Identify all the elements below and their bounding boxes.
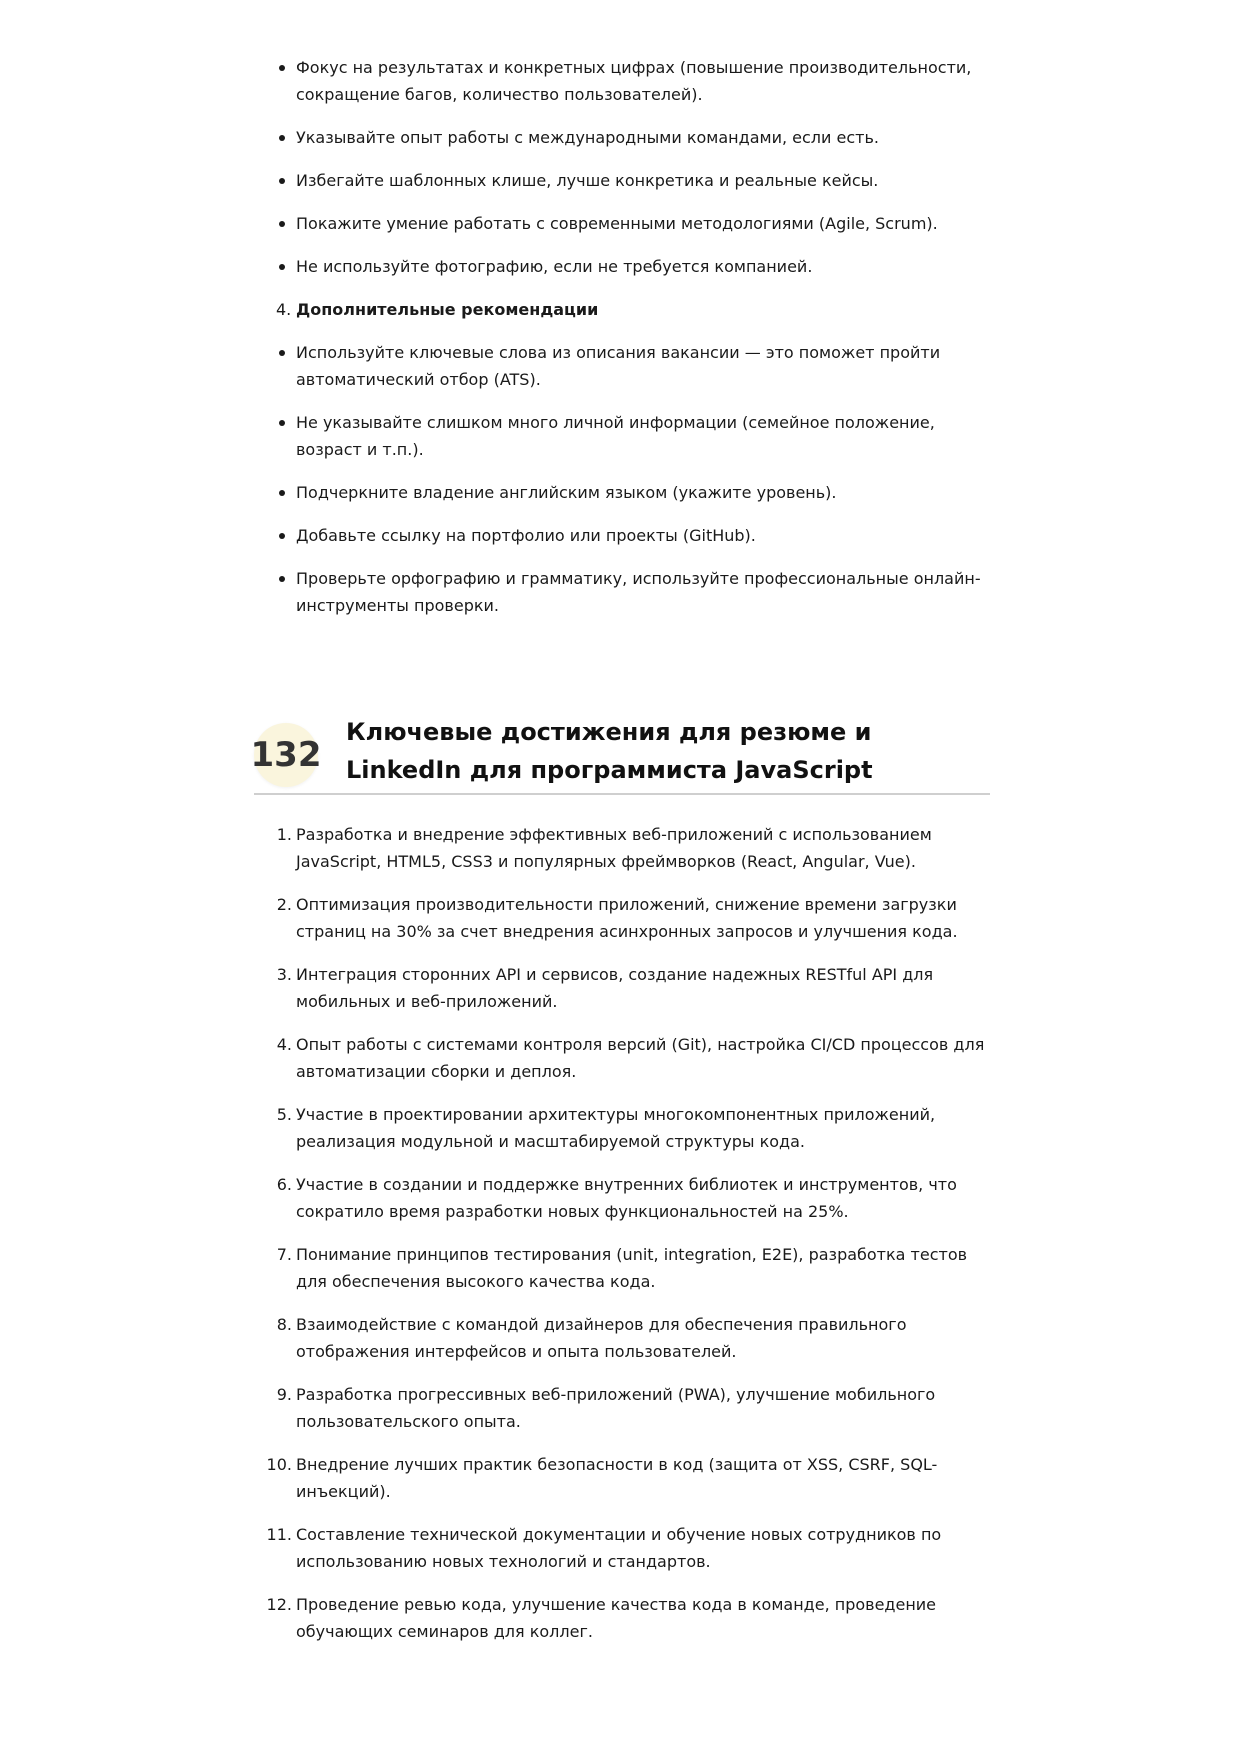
list-item: Не используйте фотографию, если не требуется компанией. [254,253,990,280]
list-item: Проверьте орфографию и грамматику, используйте профессиональные онлайн-инструменты проверки. [254,565,990,619]
list-item [254,1171,990,1225]
section-number-badge: 132 [254,723,318,787]
item-text: Разработка и внедрение эффективных веб-приложений с использованием JavaScript, HTML5, CSS3 и популярных фреймворков (React, Angular, Vue). [296,825,932,871]
list-item [254,961,990,1015]
item-number: 2. [276,895,292,914]
list-item: Фокус на результатах и конкретных цифрах (повышение производительности, сокращение багов, количество пользователей). [254,54,990,108]
list-item [254,1101,990,1155]
section-achievements [250,713,990,1645]
item-number: 8. [276,1315,292,1334]
item-text: Разработка прогрессивных веб-приложений (PWA), улучшение мобильного пользовательского опыта. [296,1385,936,1431]
item-text: Интеграция сторонних API и сервисов, создание надежных RESTful API для мобильных и веб-приложений. [296,965,934,1011]
item-text: Участие в создании и поддержке внутренних библиотек и инструментов, что сократило время разработки новых функциональностей на 25%. [296,1175,957,1221]
list-item [254,891,990,945]
list-item [254,1521,990,1575]
list-item [254,1591,990,1645]
list-item [254,821,990,875]
item-text: Составление технической документации и обучение новых сотрудников по использованию новых технологий и стандартов. [296,1525,942,1571]
list-item: Покажите умение работать с современными методологиями (Agile, Scrum). [254,210,990,237]
item-number: 7. [276,1245,292,1264]
achievements-list [254,821,990,1645]
item-text: Опыт работы с системами контроля версий (Git), настройка CI/CD процессов для автоматизации сборки и деплоя. [296,1035,985,1081]
list-item [254,1381,990,1435]
list-item: Избегайте шаблонных клише, лучше конкретика и реальные кейсы. [254,167,990,194]
item-text: Внедрение лучших практик безопасности в код (защита от XSS, CSRF, SQL-инъекций). [296,1455,938,1501]
list-item: Указывайте опыт работы с международными командами, если есть. [254,124,990,151]
list-item [254,1311,990,1365]
list-item: Подчеркните владение английским языком (укажите уровень). [254,479,990,506]
item-text: Взаимодействие с командой дизайнеров для обеспечения правильного отображения интерфейсов и опыта пользователей. [296,1315,907,1361]
list-item [254,1241,990,1295]
item-number: 5. [276,1105,292,1124]
item-number: 4. [276,1035,292,1054]
item-text: Понимание принципов тестирования (unit, integration, E2E), разработка тестов для обеспечения высокого качества кода. [296,1245,968,1291]
subsection-heading [254,296,990,323]
subsection-title: Дополнительные рекомендации [296,300,599,319]
section-title: Ключевые достижения для резюме и LinkedIn для программиста JavaScript [346,718,873,784]
list-item: Добавьте ссылку на портфолио или проекты (GitHub). [254,522,990,549]
item-number: 9. [276,1385,292,1404]
list-item: Используйте ключевые слова из описания вакансии — это поможет пройти автоматический отбор (ATS). [254,339,990,393]
item-number: 3. [276,965,292,984]
list-item [254,1451,990,1505]
subsection-number: 4. [276,300,292,319]
item-number: 1. [276,825,292,844]
list-item: Не указывайте слишком много личной информации (семейное положение, возраст и т.п.). [254,409,990,463]
section-heading [250,713,990,795]
document-content [250,54,990,1661]
item-number: 11. [266,1525,292,1544]
tips-list-2 [254,339,990,619]
item-text: Участие в проектировании архитектуры многокомпонентных приложений, реализация модульной и масштабируемой структуры кода. [296,1105,936,1151]
item-text: Проведение ревью кода, улучшение качества кода в команде, проведение обучающих семинаров для коллег. [296,1595,937,1641]
item-number: 12. [266,1595,292,1614]
item-number: 6. [276,1175,292,1194]
list-item [254,1031,990,1085]
item-text: Оптимизация производительности приложений, снижение времени загрузки страниц на 30% за счет внедрения асинхронных запросов и улучшения кода. [296,895,958,941]
item-number: 10. [266,1455,292,1474]
tips-list-1 [254,54,990,280]
